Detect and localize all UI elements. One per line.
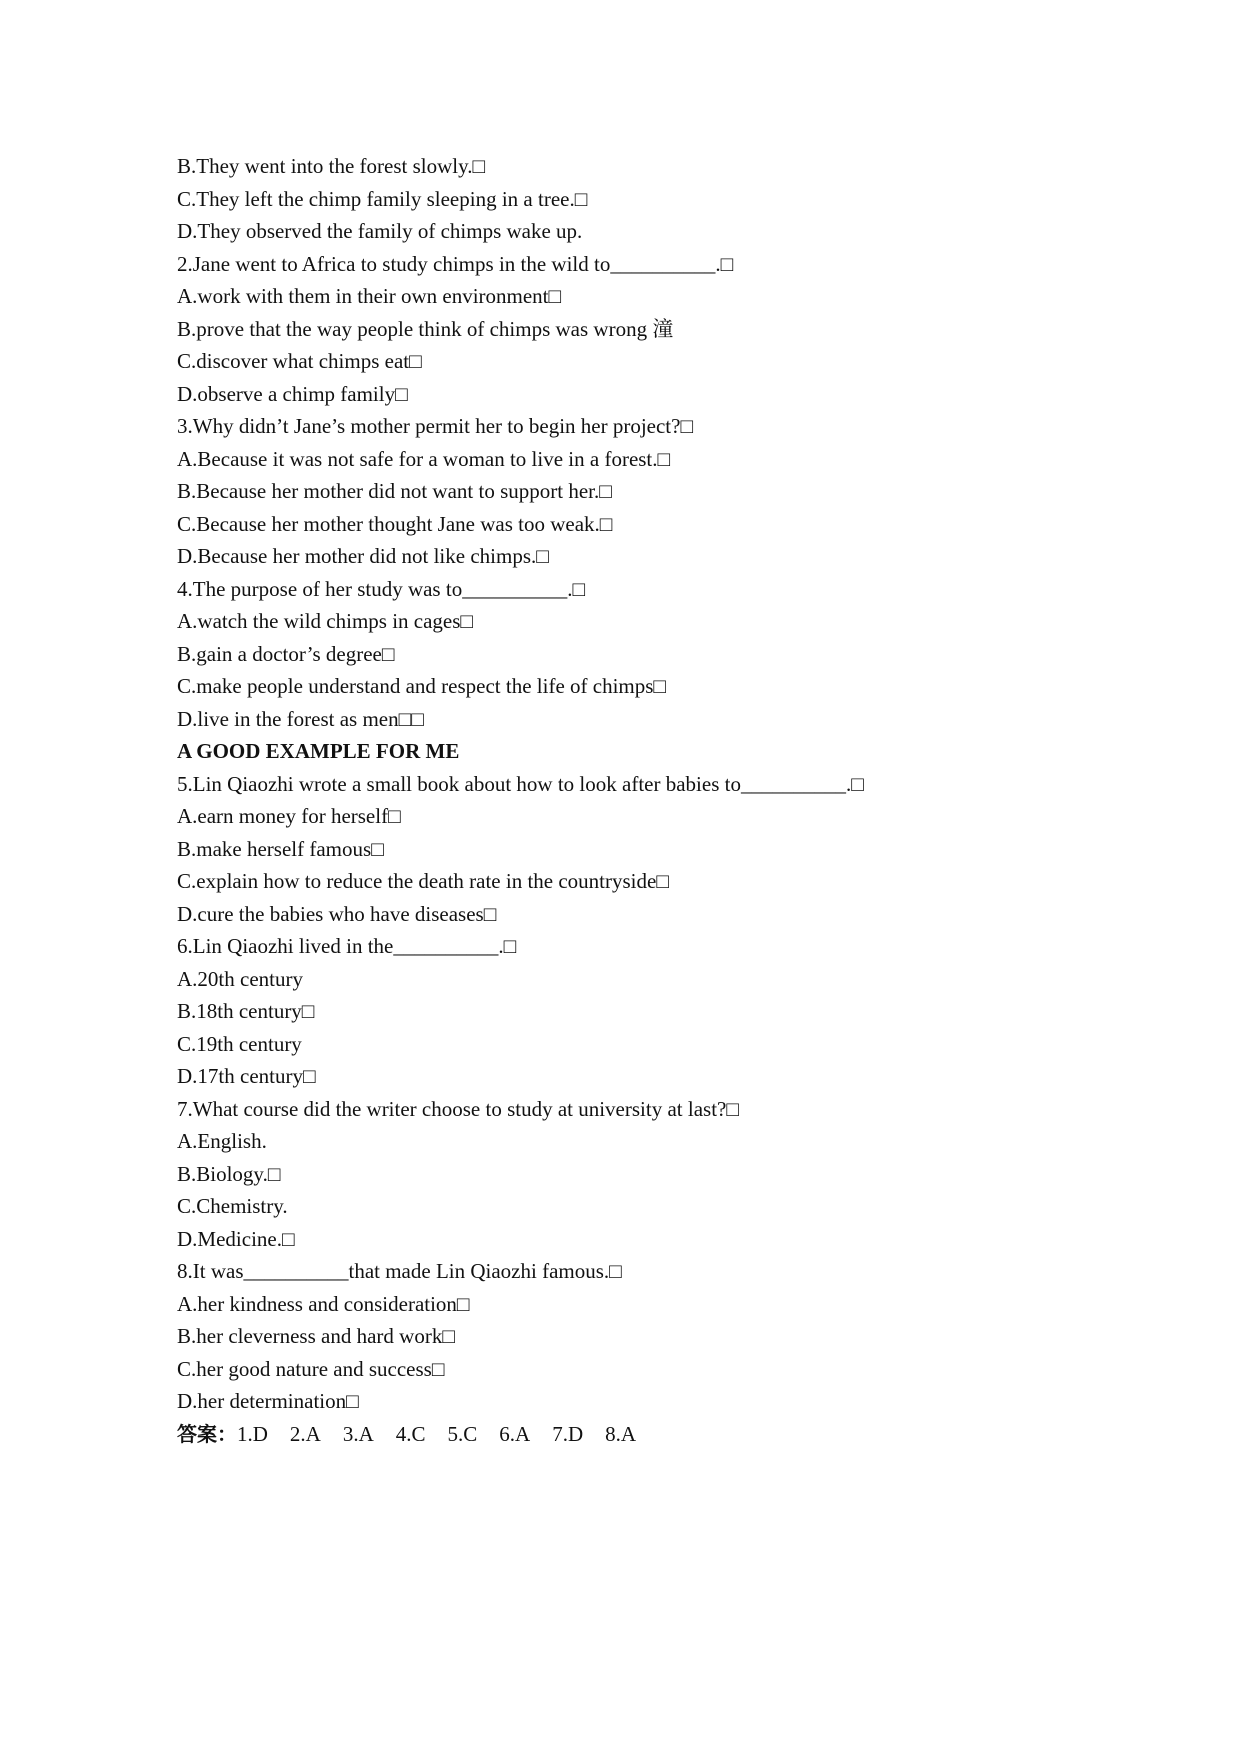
text-line: A.English. (177, 1129, 267, 1153)
text-line: A.her kindness and consideration□ (177, 1291, 470, 1316)
text-line: B.prove that the way people think of chimps was wrong 潼 (177, 316, 674, 341)
answer-item: 6.A (499, 1421, 531, 1446)
text-line: D.cure the babies who have diseases□ (177, 901, 497, 926)
question-lines (177, 150, 1177, 1418)
text-line: D.observe a chimp family□ (177, 381, 408, 406)
text-line: 7.What course did the writer choose to study at university at last?□ (177, 1096, 740, 1121)
text-line: A.Because it was not safe for a woman to live in a forest.□ (177, 446, 671, 471)
text-line: C.make people understand and respect the life of chimps□ (177, 674, 667, 698)
answer-item: 8.A (605, 1421, 637, 1446)
answer-item: 2.A (289, 1421, 321, 1446)
text-line: B.Biology.□ (177, 1161, 281, 1186)
text-line: 2.Jane went to Africa to study chimps in the wild to__________.□ (177, 251, 734, 276)
text-line: C.discover what chimps eat□ (177, 349, 422, 373)
text-line: D.Medicine.□ (177, 1226, 295, 1251)
answer-key (177, 1418, 1177, 1451)
text-line: D.17th century□ (177, 1064, 316, 1088)
text-line: A.earn money for herself□ (177, 804, 401, 828)
answer-key-items (237, 1422, 658, 1446)
answer-key-label: 答案： (177, 1421, 237, 1446)
text-line: B.gain a doctor’s degree□ (177, 641, 395, 666)
text-line: B.18th century□ (177, 999, 315, 1023)
text-line: B.her cleverness and hard work□ (177, 1324, 456, 1348)
text-line: 4.The purpose of her study was to__________.□ (177, 576, 586, 601)
text-line: 6.Lin Qiaozhi lived in the__________.□ (177, 934, 517, 958)
text-line: B.make herself famous□ (177, 836, 384, 861)
text-line: C.Chemistry. (177, 1194, 288, 1218)
text-line: C.explain how to reduce the death rate in the countryside□ (177, 869, 670, 893)
text-line: A.work with them in their own environment□ (177, 284, 562, 308)
section-heading: A GOOD EXAMPLE FOR ME (177, 739, 460, 763)
text-line: D.her determination□ (177, 1389, 359, 1413)
answer-item: 4.C (395, 1421, 426, 1446)
text-line: B.Because her mother did not want to support her.□ (177, 479, 612, 503)
answer-item: 7.D (552, 1421, 584, 1446)
text-line: D.They observed the family of chimps wake up. (177, 219, 583, 243)
text-line: D.live in the forest as men□□ (177, 706, 424, 731)
answer-item: 5.C (447, 1421, 478, 1446)
text-line: A.watch the wild chimps in cages□ (177, 609, 474, 633)
text-line: 5.Lin Qiaozhi wrote a small book about how to look after babies to__________.□ (177, 771, 864, 796)
answer-item: 3.A (342, 1421, 374, 1446)
text-line: C.19th century (177, 1031, 302, 1056)
text-line: 8.It was__________that made Lin Qiaozhi famous.□ (177, 1259, 622, 1283)
text-line: C.Because her mother thought Jane was too weak.□ (177, 511, 613, 536)
text-line: D.Because her mother did not like chimps.□ (177, 544, 549, 568)
text-line: 3.Why didn’t Jane’s mother permit her to begin her project?□ (177, 414, 694, 438)
text-line: B.They went into the forest slowly.□ (177, 154, 486, 178)
text-line: C.They left the chimp family sleeping in a tree.□ (177, 186, 588, 211)
document-content (177, 150, 1177, 1450)
text-line: A.20th century (177, 966, 303, 991)
text-line: C.her good nature and success□ (177, 1356, 445, 1381)
answer-item: 1.D (237, 1421, 268, 1446)
